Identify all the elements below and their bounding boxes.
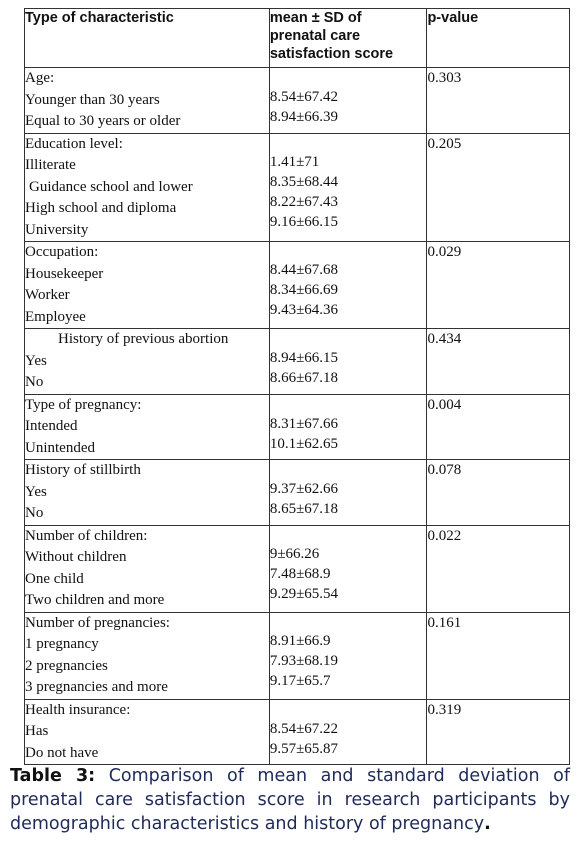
mean-sd-value: 8.35±68.44 <box>269 173 339 190</box>
row-label: History of previous abortion <box>58 331 229 347</box>
characteristic-cell <box>25 329 270 395</box>
row-label: No <box>25 374 44 390</box>
mean-sd-value: 9.57±65.87 <box>269 740 339 757</box>
header-mean-sd <box>269 9 427 68</box>
row-label: Employee <box>25 308 86 325</box>
row-label: Younger than 30 years <box>25 91 160 108</box>
p-value-cell <box>427 612 570 699</box>
mean-sd-value: 7.93±68.19 <box>269 652 339 669</box>
table-row <box>25 612 570 699</box>
mean-sd-value: 8.94±66.15 <box>269 350 339 366</box>
row-label: Equal to 30 years or older <box>25 113 181 129</box>
caption-end: . <box>484 814 491 834</box>
mean-sd-value: 8.44±67.68 <box>269 262 339 278</box>
mean-sd-value: 8.54±67.22 <box>269 720 339 737</box>
p-value: 0.022 <box>427 527 462 544</box>
table-caption <box>10 764 570 836</box>
mean-sd-value: 10.1±62.65 <box>269 435 339 452</box>
p-value: 0.434 <box>427 331 462 347</box>
row-label: 2 pregnancies <box>25 657 108 674</box>
header-type-of-characteristic: Type of characteristic <box>25 9 270 68</box>
mean-sd-cell <box>269 68 427 134</box>
row-label: Number of children: <box>25 527 148 544</box>
p-value: 0.029 <box>427 244 462 260</box>
row-label: Guidance school and lower <box>29 178 193 195</box>
header-mean-sd-line: mean ± SD of <box>269 10 362 26</box>
row-label: Occupation: <box>25 244 99 260</box>
mean-sd-value: 8.66±67.18 <box>269 370 339 386</box>
characteristic-cell <box>25 699 270 765</box>
header-mean-sd-line: satisfaction score <box>269 46 394 62</box>
table-row <box>25 460 570 526</box>
row-label: Two children and more <box>25 592 165 608</box>
row-label: University <box>25 221 89 238</box>
row-label: Without children <box>25 549 127 565</box>
mean-sd-value: 9±66.26 <box>269 545 320 562</box>
mean-sd-value: 1.41±71 <box>269 153 320 170</box>
row-label: One child <box>25 570 84 587</box>
row-label: High school and diploma <box>25 200 177 216</box>
row-label: Illiterate <box>25 157 76 173</box>
mean-sd-value: 7.48±68.9 <box>269 565 331 582</box>
mean-sd-value: 8.54±67.42 <box>269 89 339 105</box>
mean-sd-value: 9.43±64.36 <box>269 302 339 318</box>
table-row <box>25 699 570 765</box>
row-label: Housekeeper <box>25 265 104 282</box>
p-value: 0.161 <box>427 614 462 631</box>
row-label: Intended <box>25 418 78 434</box>
mean-sd-value: 8.65±67.18 <box>269 501 339 517</box>
mean-sd-value: 8.31±67.66 <box>269 415 339 432</box>
p-value: 0.078 <box>427 462 462 478</box>
mean-sd-cell <box>269 612 427 699</box>
row-label: 1 pregnancy <box>25 636 99 652</box>
row-label: Yes <box>25 483 47 500</box>
caption-text: Comparison of mean and standard deviation of prenatal care satisfaction score in research participants by demographic characteristics and history of pregnancy <box>10 766 570 834</box>
mean-sd-cell <box>269 133 427 242</box>
p-value-cell <box>427 699 570 765</box>
characteristic-cell <box>25 68 270 134</box>
p-value-cell <box>427 68 570 134</box>
table-row <box>25 242 570 329</box>
mean-sd-value: 9.29±65.54 <box>269 585 339 602</box>
row-label: Worker <box>25 287 70 303</box>
table-3 <box>24 8 570 765</box>
mean-sd-value: 8.94±66.39 <box>269 109 339 125</box>
row-label: No <box>25 505 44 521</box>
table-header-row <box>25 9 570 68</box>
mean-sd-value: 9.16±66.15 <box>269 213 339 230</box>
row-label: Has <box>25 723 49 739</box>
characteristic-cell <box>25 242 270 329</box>
mean-sd-value: 9.37±62.66 <box>269 481 339 497</box>
caption-label: Table 3: <box>10 766 96 786</box>
row-label: Yes <box>25 352 47 369</box>
mean-sd-cell <box>269 699 427 765</box>
p-value-cell <box>427 460 570 526</box>
mean-sd-value: 8.34±66.69 <box>269 282 339 298</box>
p-value-cell <box>427 394 570 460</box>
characteristic-cell <box>25 525 270 612</box>
table-row <box>25 394 570 460</box>
p-value-cell <box>427 329 570 395</box>
mean-sd-value: 8.91±66.9 <box>269 632 331 649</box>
table-row <box>25 133 570 242</box>
header-mean-sd-line: prenatal care <box>269 28 361 44</box>
p-value-cell <box>427 525 570 612</box>
mean-sd-cell <box>269 329 427 395</box>
mean-sd-value: 9.17±65.7 <box>269 672 331 689</box>
p-value-cell <box>427 242 570 329</box>
row-label: Number of pregnancies: <box>25 614 170 631</box>
mean-sd-cell <box>269 525 427 612</box>
row-label: 3 pregnancies and more <box>25 679 168 695</box>
header-p-value: p-value <box>427 9 570 68</box>
row-label: Unintended <box>25 439 95 456</box>
mean-sd-cell <box>269 394 427 460</box>
p-value-cell <box>427 133 570 242</box>
characteristic-cell <box>25 612 270 699</box>
table-row <box>25 68 570 134</box>
p-value: 0.303 <box>427 70 462 86</box>
p-value: 0.319 <box>427 701 462 718</box>
row-label: Age: <box>25 70 55 86</box>
row-label: Health insurance: <box>25 701 131 718</box>
table-row <box>25 525 570 612</box>
row-label: Do not have <box>25 744 99 761</box>
mean-sd-cell <box>269 460 427 526</box>
mean-sd-cell <box>269 242 427 329</box>
p-value: 0.004 <box>427 396 462 413</box>
row-label: Education level: <box>25 135 123 152</box>
p-value: 0.205 <box>427 135 462 152</box>
row-label: History of stillbirth <box>25 462 141 478</box>
characteristic-cell <box>25 133 270 242</box>
characteristic-cell <box>25 460 270 526</box>
mean-sd-value: 8.22±67.43 <box>269 193 339 210</box>
characteristic-cell <box>25 394 270 460</box>
row-label: Type of pregnancy: <box>25 396 142 413</box>
table-row <box>25 329 570 395</box>
